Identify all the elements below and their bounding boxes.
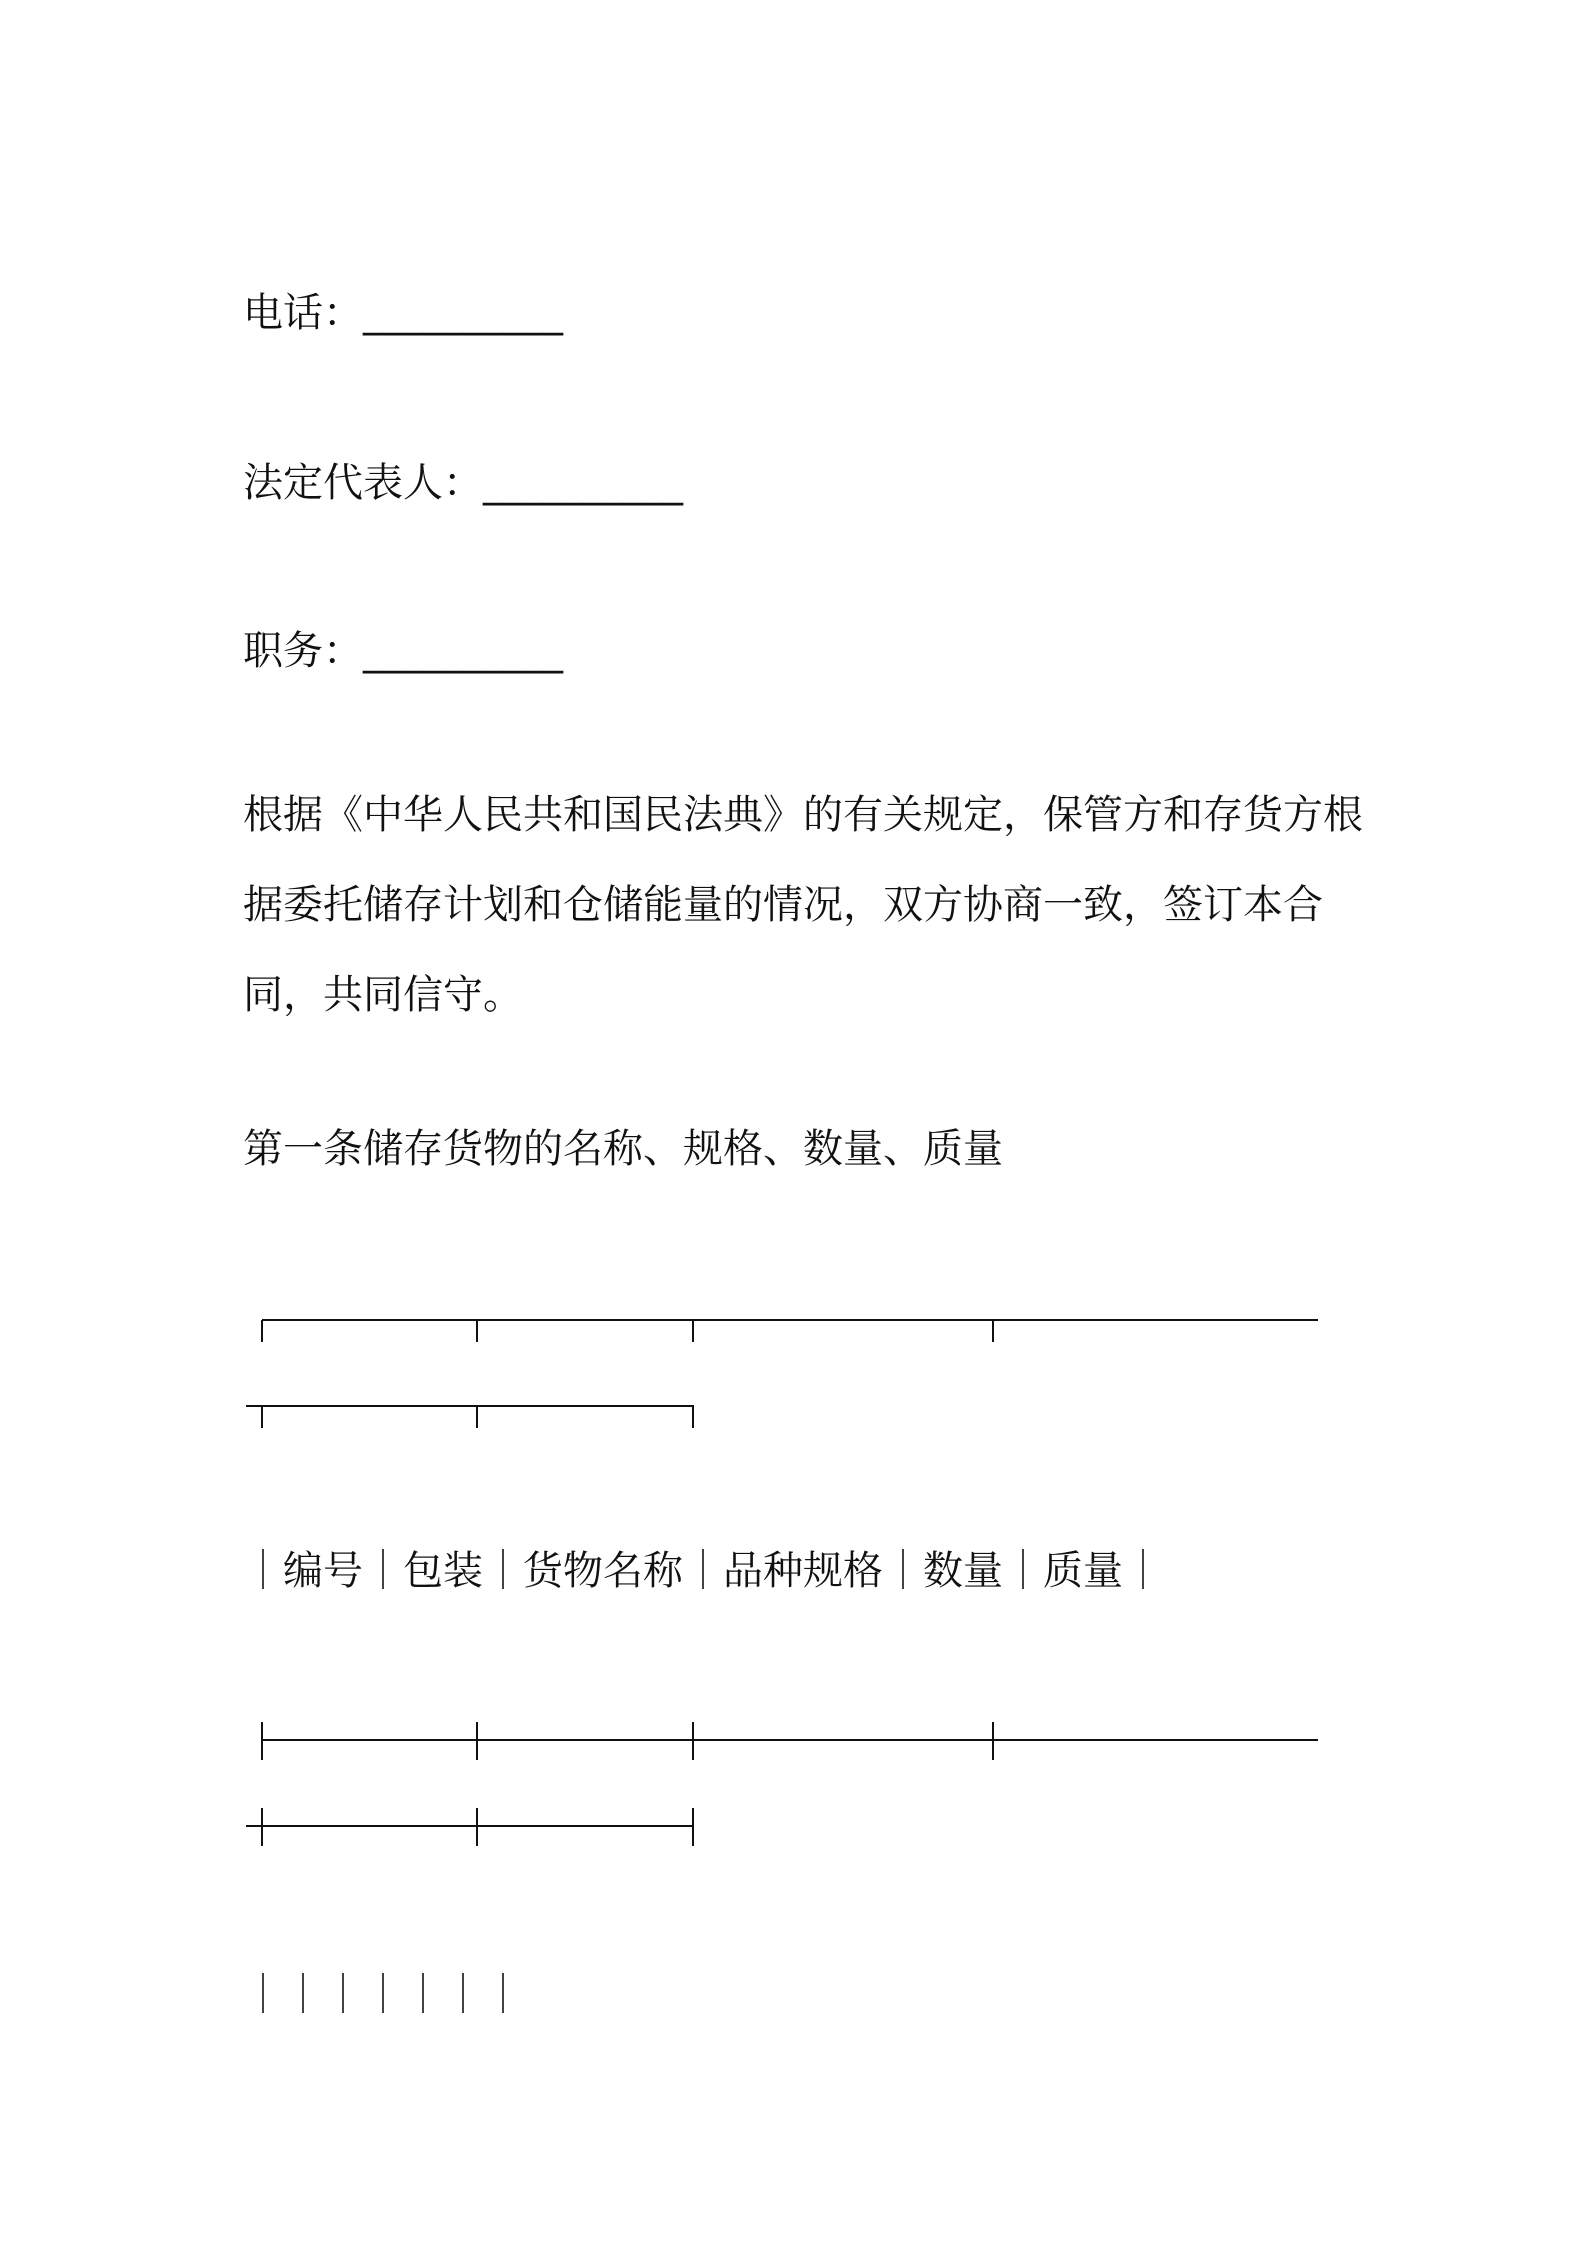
- table-empty-row: ｜｜｜｜｜｜｜: [243, 1972, 523, 2018]
- table-header-separator-continued: [246, 1808, 694, 1846]
- article-1-heading: 第一条储存货物的名称、规格、数量、质量: [243, 1126, 1003, 1172]
- position-field: 职务：__________: [243, 628, 563, 674]
- intro-paragraph: 根据《中华人民共和国民法典》的有关规定，保管方和存货方根据委托储存计划和仓储能量的情况，双方协商一致，签订本合同，共同信守。: [243, 792, 1363, 1018]
- table-top-border: [262, 1320, 1318, 1342]
- table-header-separator: [262, 1722, 1318, 1760]
- table-top-border-continued: [246, 1406, 694, 1428]
- phone-field: 电话：__________: [243, 290, 563, 336]
- legal-representative-field: 法定代表人：__________: [243, 460, 683, 506]
- table-header-row: ｜编号｜包装｜货物名称｜品种规格｜数量｜质量｜: [243, 1548, 1163, 1594]
